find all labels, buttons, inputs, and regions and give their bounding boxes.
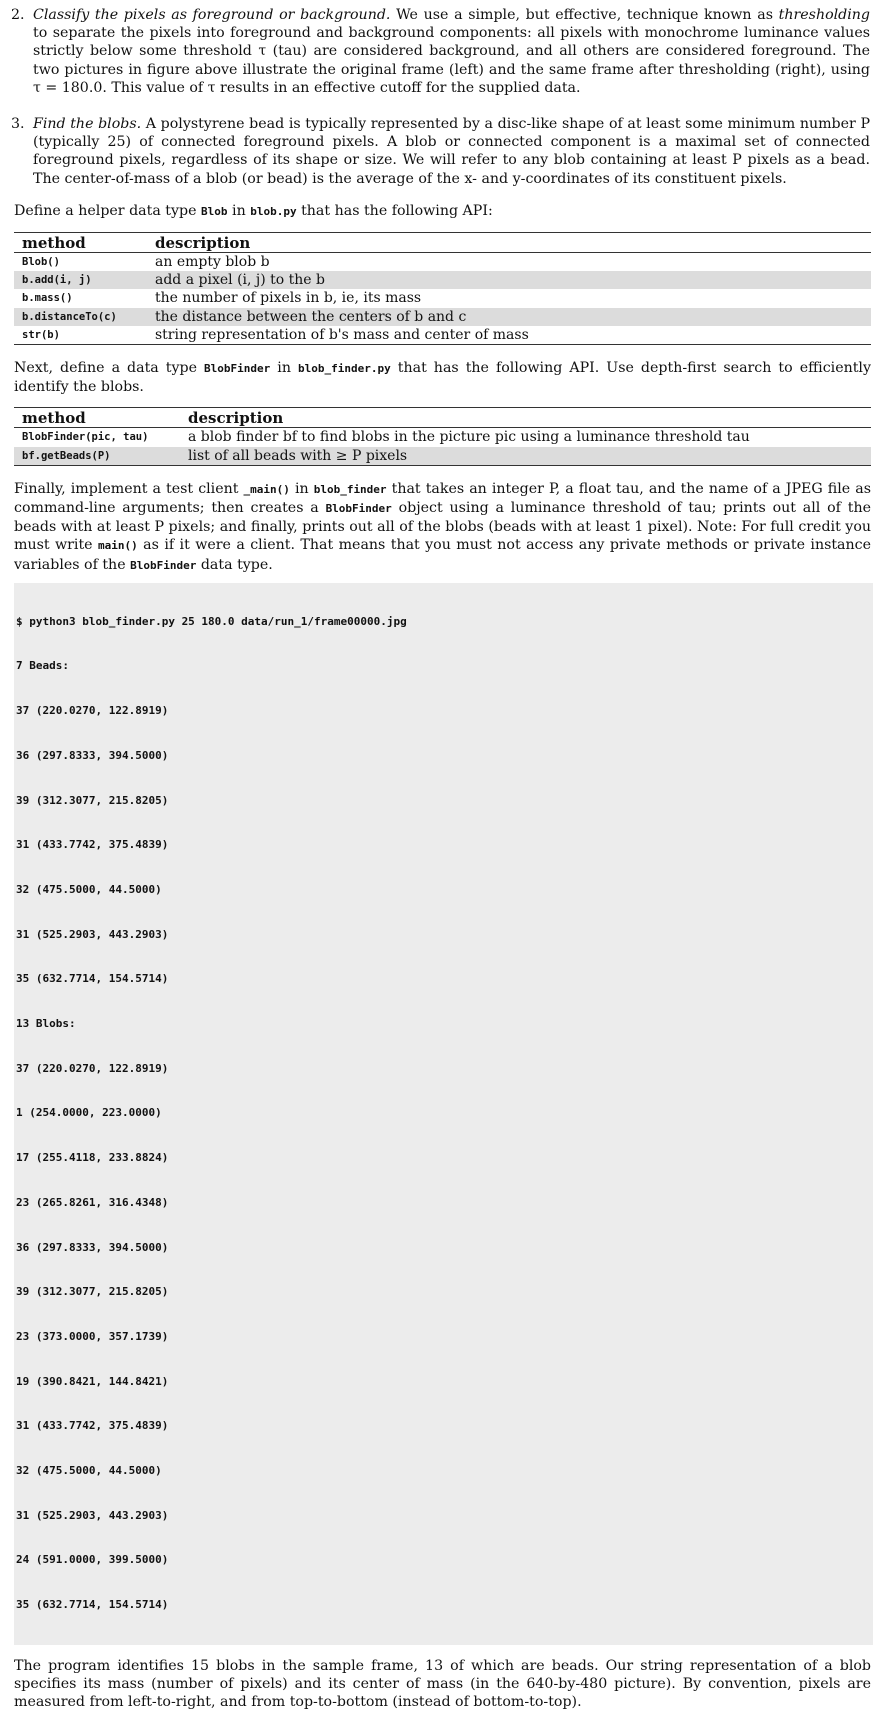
table-row — [14, 447, 871, 466]
terminal-line: 35 (632.7714, 154.5714) — [16, 972, 169, 986]
description-cell: list of all beads with ≥ P pixels — [180, 447, 871, 466]
item-number: 2. — [11, 7, 25, 23]
method-cell: b.distanceTo(c) — [14, 308, 147, 326]
inline-code: Blob — [201, 204, 228, 218]
description-cell: the distance between the centers of b and c — [147, 308, 871, 326]
terminal-line: 13 Blobs: — [16, 1017, 76, 1031]
table-row — [14, 428, 871, 447]
table-row — [14, 253, 871, 272]
define-blob-paragraph — [14, 202, 871, 221]
table-row — [14, 308, 871, 326]
item-text: A polystyrene bead is typically represented by a disc-like shape of at least some minimum number P (typically 25) of connected foreground pixels. A blob or connected component is a maximal set of connected foreground pixels, regardless of its shape or size. We will refer to any blob containing at least P pixels as a bead. The center-of-mass of a blob (or bead) is the average of the x- and y-coordinates of its constituent pixels. — [33, 116, 870, 187]
blob-api-table — [14, 232, 871, 345]
terminal-line: 23 (373.0000, 357.1739) — [16, 1329, 169, 1343]
text: Define a helper data type — [14, 202, 202, 219]
list-item-find-blobs — [11, 115, 870, 188]
column-header-description: description — [147, 233, 871, 253]
terminal-line: 31 (525.2903, 443.2903) — [16, 927, 169, 941]
text: in — [289, 480, 314, 497]
table-header-row — [14, 408, 871, 428]
terminal-line: 39 (312.3077, 215.8205) — [16, 1285, 169, 1299]
test-client-paragraph — [14, 480, 871, 575]
description-cell: an empty blob b — [155, 254, 270, 271]
terminal-line: 32 (475.5000, 44.5000) — [16, 882, 162, 896]
terminal-line: 19 (390.8421, 144.8421) — [16, 1374, 169, 1388]
item-heading: Find the blobs. — [33, 116, 142, 133]
text: object using a luminance threshold of tau; prints out all of the beads with at least P pixels; and finally, prints out all of the blobs (beads with at least 1 pixel). Note: For full credit you must write — [14, 500, 871, 554]
text: that has the following API: — [296, 202, 493, 219]
terminal-line: $ python3 blob_finder.py 25 180.0 data/run_1/frame00000.jpg — [16, 614, 407, 628]
inline-code: blob.py — [250, 204, 297, 218]
text: that takes an integer P, a float tau, and the name of a JPEG file as command-line arguments; then creates a — [14, 480, 871, 517]
inline-code: main() — [97, 539, 138, 553]
text: data type. — [196, 556, 273, 573]
inline-code: BlobFinder — [130, 558, 197, 572]
terminal-line: 37 (220.0270, 122.8919) — [16, 1061, 169, 1075]
terminal-line: 37 (220.0270, 122.8919) — [16, 704, 169, 718]
table-row — [14, 326, 871, 345]
inline-code: BlobFinder — [325, 502, 392, 516]
item-text: We use a simple, but effective, technique known as — [390, 7, 779, 23]
text: Finally, implement a test client — [14, 480, 244, 497]
method-cell: b.add(i, j) — [14, 271, 147, 289]
inline-code: blob_finder — [313, 482, 387, 496]
inline-code: blob_finder.py — [298, 362, 391, 376]
terminal-line: 31 (433.7742, 375.4839) — [16, 1419, 169, 1433]
table-row — [14, 271, 871, 289]
inline-code: BlobFinder — [204, 362, 271, 376]
terminal-line: 35 (632.7714, 154.5714) — [16, 1598, 169, 1612]
terminal-line: 31 (433.7742, 375.4839) — [16, 838, 169, 852]
method-cell: bf.getBeads(P) — [14, 447, 180, 466]
terminal-line: 39 (312.3077, 215.8205) — [16, 793, 169, 807]
description-cell: the number of pixels in b, ie, its mass — [155, 290, 422, 307]
text: Next, define a data type — [14, 360, 205, 377]
table-header-row — [14, 233, 871, 253]
description-cell: add a pixel (i, j) to the b — [147, 271, 871, 289]
terminal-output — [14, 583, 873, 1645]
text: as if it were a client. That means that you must not access any private methods or private instance variables of the — [14, 537, 871, 573]
item-heading: Classify the pixels as foreground or background. — [33, 7, 391, 23]
define-blobfinder-paragraph — [14, 359, 871, 396]
column-header-method: method — [14, 233, 147, 253]
terminal-line: 17 (255.4118, 233.8824) — [16, 1151, 169, 1165]
closing-paragraph: The program identifies 15 blobs in the sample frame, 13 of which are beads. Our string representation of a blob specifies its mass (number of pixels) and its center of mass (in the 640-by-480 picture). By convention, pixels are measured from left-to-right, and from top-to-bottom (instead of bottom-to-top). — [14, 1657, 871, 1711]
list-item-classify — [11, 6, 871, 97]
method-cell: Blob() — [22, 256, 60, 269]
terminal-line: 1 (254.0000, 223.0000) — [16, 1106, 162, 1120]
text: in — [227, 202, 251, 219]
column-header-method: method — [14, 408, 180, 428]
terminal-line: 32 (475.5000, 44.5000) — [16, 1464, 162, 1478]
item-text: to separate the pixels into foreground and background components: all pixels with monochrome luminance values strictly below some threshold τ (tau) are considered background, and all others are considered foreground. The two pictures in figure above illustrate the original frame (left) and the same frame after thresholding (right), using τ = 180.0. This value of τ results in an effective cutoff for the supplied data. — [33, 25, 870, 96]
description-cell: string representation of b's mass and center of mass — [147, 326, 871, 345]
method-cell: BlobFinder(pic, tau) — [22, 431, 149, 444]
blobfinder-api-table — [14, 407, 871, 465]
inline-code: _main() — [243, 482, 290, 496]
terminal-line: 31 (525.2903, 443.2903) — [16, 1508, 169, 1522]
description-cell: a blob finder bf to find blobs in the picture pic using a luminance threshold tau — [188, 429, 750, 446]
table-row — [14, 289, 871, 307]
terminal-line: 23 (265.8261, 316.4348) — [16, 1195, 169, 1209]
terminal-line: 24 (591.0000, 399.5000) — [16, 1553, 169, 1567]
terminal-line: 36 (297.8333, 394.5000) — [16, 1240, 169, 1254]
item-number: 3. — [11, 116, 25, 133]
method-cell: str(b) — [14, 326, 147, 345]
terminal-line: 36 (297.8333, 394.5000) — [16, 748, 169, 762]
method-cell: b.mass() — [22, 292, 73, 305]
column-header-description: description — [180, 408, 871, 428]
text: that has the following API. Use depth-first search to efficiently identify the blobs. — [14, 360, 871, 396]
text: in — [270, 360, 299, 377]
item-term: thresholding — [778, 7, 871, 23]
terminal-line: 7 Beads: — [16, 659, 69, 673]
